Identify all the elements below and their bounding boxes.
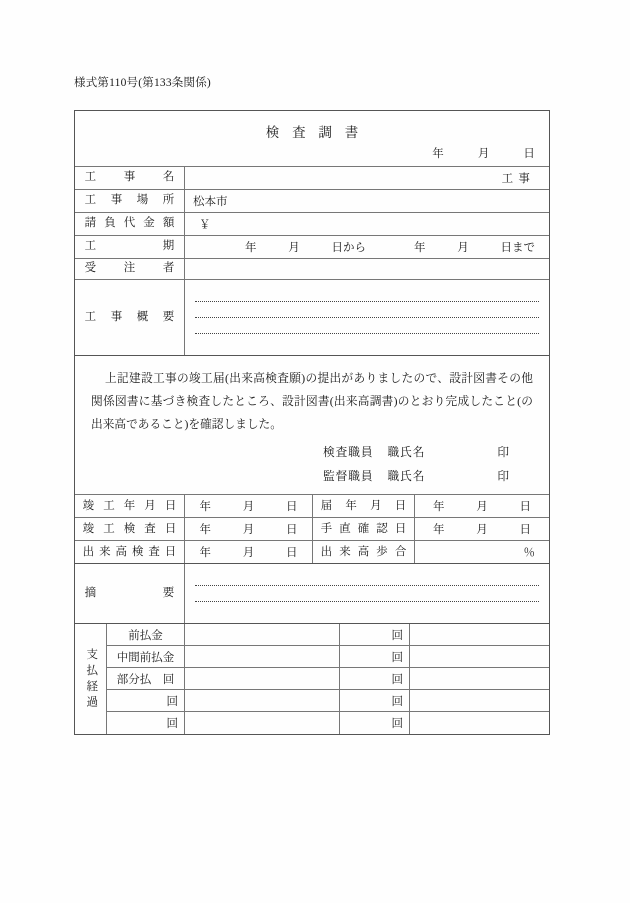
label-contractor: 受注者	[75, 259, 185, 279]
field-construction-period[interactable]	[185, 236, 549, 258]
payment-amount-extra-1[interactable]	[185, 690, 340, 711]
document-title: 検査調書	[265, 125, 372, 140]
payment-type-interim-advance: 中間前払金	[107, 646, 185, 667]
field-contractor[interactable]	[185, 259, 549, 279]
payment-note-advance[interactable]	[410, 624, 549, 645]
signature-inspector	[91, 444, 533, 460]
payment-count-extra-2[interactable]: 回	[340, 712, 410, 734]
field-project-name[interactable]	[185, 167, 549, 189]
field-contract-amount[interactable]	[185, 213, 549, 235]
field-rework-confirm-date[interactable]: 年 月 日	[433, 524, 531, 537]
payment-count-partial[interactable]: 回	[340, 668, 410, 689]
payment-note-interim-advance[interactable]	[410, 646, 549, 667]
field-summary[interactable]	[185, 564, 549, 623]
title-date-fields	[432, 145, 535, 161]
supervisor-role: 監督職員	[323, 470, 374, 484]
inspector-seal: 印	[497, 446, 510, 460]
payment-amount-partial[interactable]	[185, 668, 340, 689]
row-project-outline	[75, 280, 549, 356]
row-construction-period	[75, 236, 549, 259]
project-name-suffix: 工事	[501, 173, 535, 185]
signature-supervisor	[91, 468, 533, 484]
title-month-label: 月	[477, 148, 490, 160]
payment-table	[75, 624, 549, 734]
row-completion-date	[75, 495, 549, 518]
table-row	[107, 690, 549, 712]
table-row	[107, 712, 549, 734]
inspector-role: 検査職員	[323, 446, 374, 460]
form-number: 様式第110号(第133条関係)	[74, 77, 211, 89]
payment-note-partial[interactable]	[410, 668, 549, 689]
row-contractor	[75, 259, 549, 280]
form-frame	[74, 110, 550, 735]
payment-type-extra-2: 回	[107, 712, 185, 734]
field-project-outline[interactable]	[185, 280, 549, 355]
payment-type-advance: 前払金	[107, 624, 185, 645]
table-row	[107, 668, 549, 690]
percent-symbol: ％	[523, 547, 535, 560]
row-project-name	[75, 167, 549, 190]
payment-amount-advance[interactable]	[185, 624, 340, 645]
label-project-name: 工事名	[75, 167, 185, 189]
row-completion-inspection-date	[75, 518, 549, 541]
label-progress-ratio: 出来高歩合	[313, 541, 415, 563]
label-report-date: 届年月日	[313, 495, 415, 517]
label-project-location: 工事場所	[75, 190, 185, 212]
label-payment-history: 支払経過	[75, 624, 107, 734]
label-completion-inspection-date: 竣工検査日	[75, 518, 185, 540]
table-row	[107, 624, 549, 646]
field-progress-inspection-date[interactable]: 年 月 日	[185, 541, 313, 563]
payment-count-extra-1[interactable]: 回	[340, 690, 410, 711]
payment-count-advance[interactable]: 回	[340, 624, 410, 645]
title-day-label: 日	[523, 148, 535, 160]
payment-count-interim-advance[interactable]: 回	[340, 646, 410, 667]
supervisor-seal: 印	[497, 470, 510, 484]
label-project-outline: 工事概要	[75, 280, 185, 355]
row-contract-amount	[75, 213, 549, 236]
yen-symbol: ￥	[199, 219, 211, 231]
payment-type-partial: 部分払 回	[107, 668, 185, 689]
label-construction-period: 工期	[75, 236, 185, 258]
payment-note-extra-1[interactable]	[410, 690, 549, 711]
label-completion-date: 竣工年月日	[75, 495, 185, 517]
field-completion-inspection-date[interactable]: 年 月 日	[185, 518, 313, 540]
statement-block	[75, 356, 549, 495]
label-contract-amount: 請負代金額	[75, 213, 185, 235]
payment-amount-interim-advance[interactable]	[185, 646, 340, 667]
row-summary	[75, 564, 549, 624]
field-progress-ratio[interactable]	[415, 541, 549, 563]
table-row	[107, 646, 549, 668]
payment-type-extra-1: 回	[107, 690, 185, 711]
inspector-name-label: 職氏名	[387, 446, 426, 460]
label-rework-confirm-date: 手直確認日	[313, 518, 415, 540]
label-progress-inspection-date: 出来高検査日	[75, 541, 185, 563]
supervisor-name-label: 職氏名	[387, 470, 426, 484]
title-block	[75, 111, 549, 167]
row-progress-inspection-date	[75, 541, 549, 564]
field-project-location[interactable]: 松本市	[193, 196, 228, 208]
payment-note-extra-2[interactable]	[410, 712, 549, 734]
statement-paragraph: 上記建設工事の竣工届(出来高検査願)の提出がありましたので、設計図書その他関係図書に基づき検査したところ、設計図書(出来高調書)のとおり完成したこと(の出来高であること)を確認しました。	[91, 372, 533, 431]
period-start: 年 月 日から	[245, 242, 366, 254]
payment-amount-extra-2[interactable]	[185, 712, 340, 734]
label-summary: 摘要	[75, 564, 185, 623]
row-project-location	[75, 190, 549, 213]
payment-rows	[107, 624, 549, 734]
field-report-date[interactable]: 年 月 日	[433, 501, 531, 514]
period-end: 年 月 日まで	[414, 242, 535, 254]
title-year-label: 年	[432, 148, 444, 160]
field-completion-date[interactable]: 年 月 日	[185, 495, 313, 517]
